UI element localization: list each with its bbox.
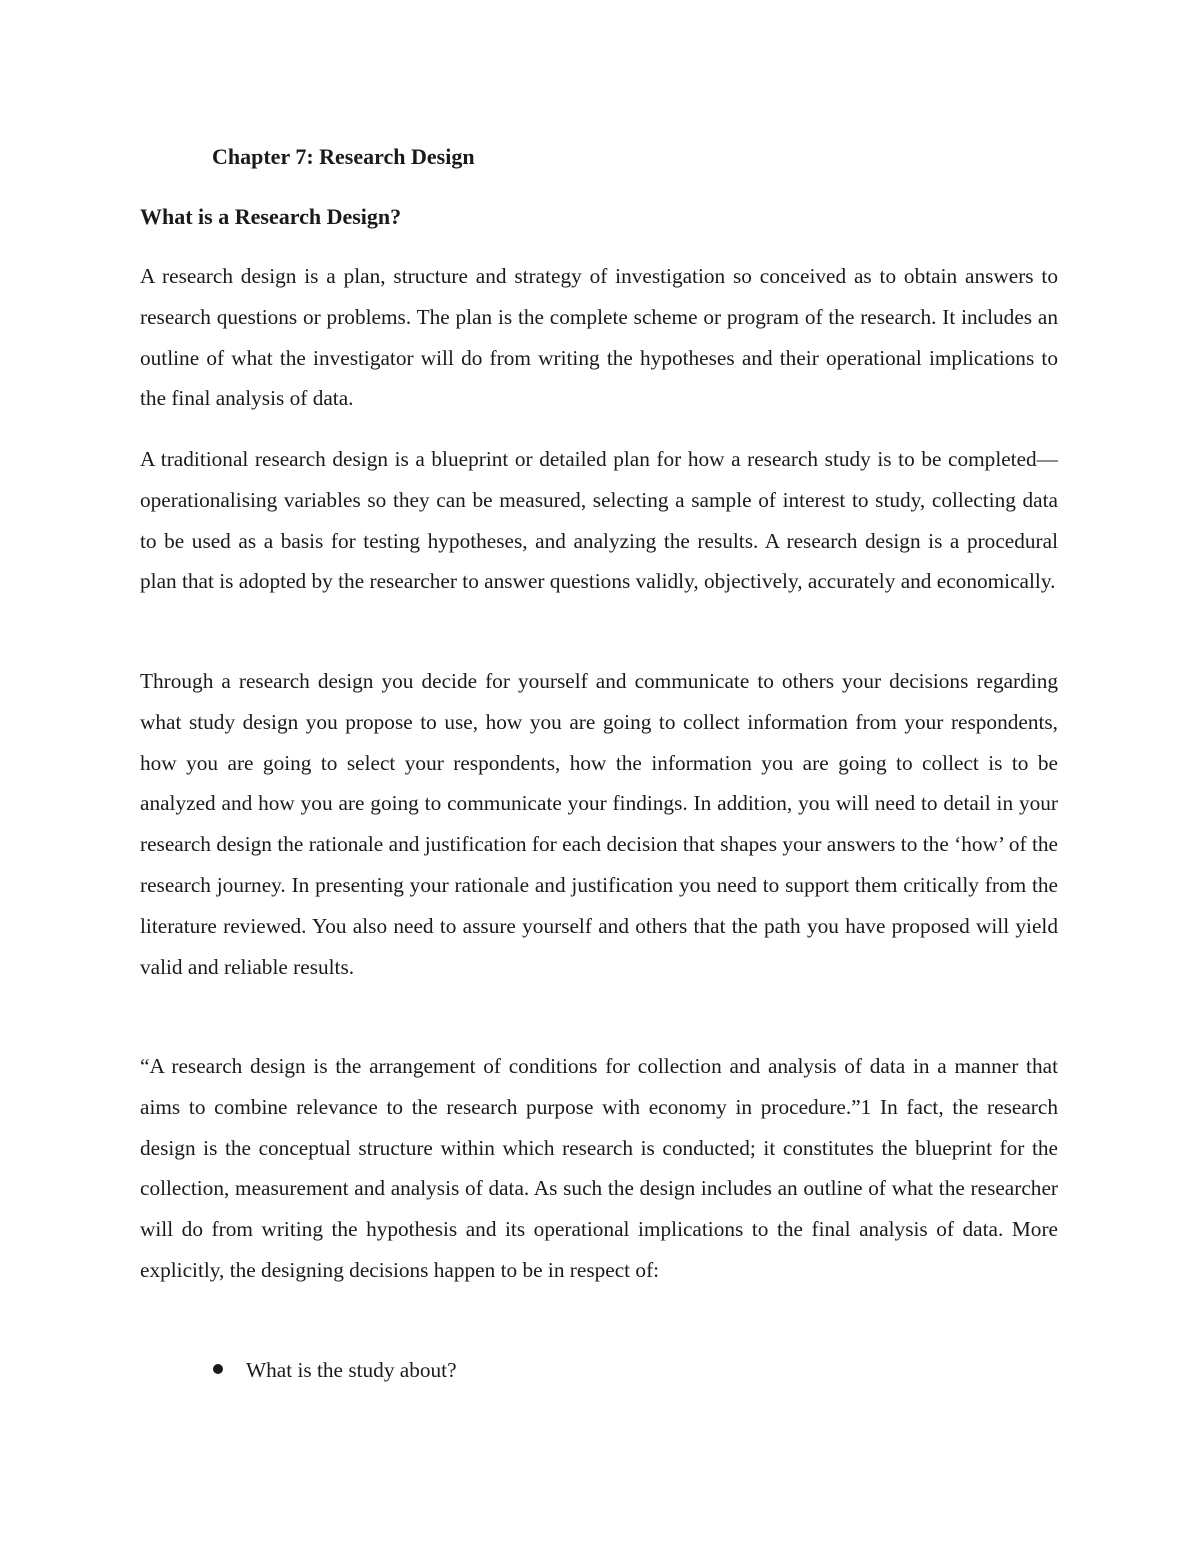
list-item [210, 1350, 457, 1391]
paragraph-traditional-design: A traditional research design is a blueprint or detailed plan for how a research study is to be completed—operationalising variables so they can be measured, selecting a sample of interest to study, collecting data to be used as a basis for testing hypotheses, and analyzing the results. A research design is a procedural plan that is adopted by the researcher to answer questions validly, objectively, accurately and economically. [140, 447, 1058, 594]
section-heading: What is a Research Design? [140, 204, 402, 229]
bullet-list [210, 1350, 457, 1391]
list-item-text: What is the study about? [246, 1358, 457, 1382]
paragraph-decisions: Through a research design you decide for yourself and communicate to others your decisions regarding what study design you propose to use, how you are going to collect information from your respondents, how you are going to select your respondents, how the information you are going to collect is to be analyzed and how you are going to communicate your findings. In addition, you will need to detail in your research design the rationale and justification for each decision that shapes your answers to the ‘how’ of the research journey. In presenting your rationale and justification you need to support them critically from the literature reviewed. You also need to assure yourself and others that the path you have proposed will yield valid and reliable results. [140, 669, 1058, 979]
paragraph-definition: A research design is a plan, structure and strategy of investigation so conceived as to obtain answers to research questions or problems. The plan is the complete scheme or program of the research. It includes an outline of what the investigator will do from writing the hypotheses and their operational implications to the final analysis of data. [140, 264, 1058, 411]
chapter-title: Chapter 7: Research Design [212, 144, 475, 169]
paragraph-quote: “A research design is the arrangement of conditions for collection and analysis of data in a manner that aims to combine relevance to the research purpose with economy in procedure.”1 In fact, the research design is the conceptual structure within which research is conducted; it constitutes the blueprint for the collection, measurement and analysis of data. As such the design includes an outline of what the researcher will do from writing the hypothesis and its operational implications to the final analysis of data. More explicitly, the designing decisions happen to be in respect of: [140, 1054, 1058, 1282]
bullet-icon [213, 1364, 223, 1374]
